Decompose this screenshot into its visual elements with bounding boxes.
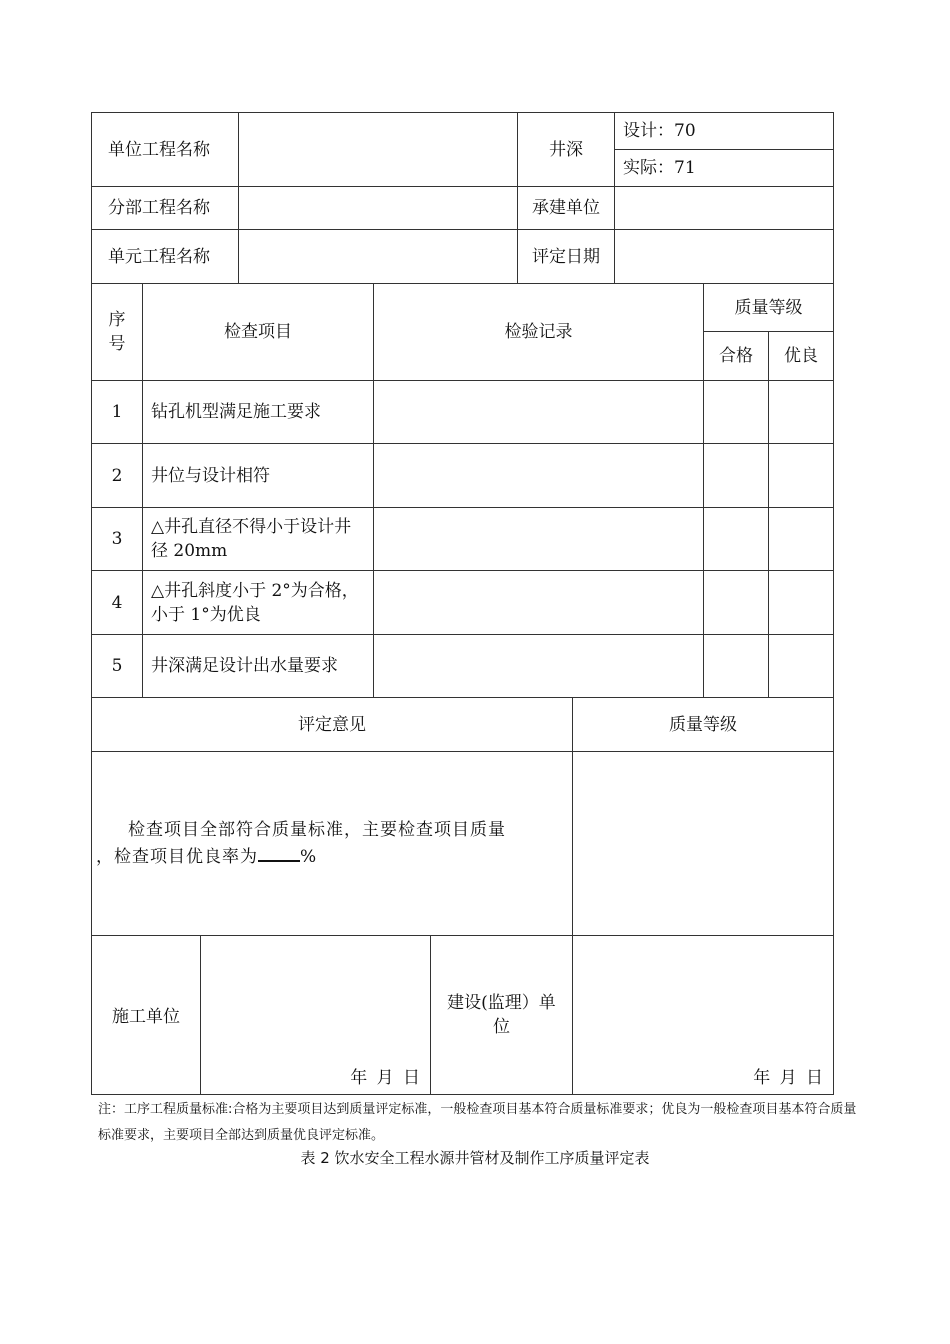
table-row <box>92 444 834 508</box>
row-seq: 2 <box>92 444 143 508</box>
row-record[interactable] <box>374 508 704 571</box>
evaluation-table <box>91 697 834 936</box>
row-seq: 1 <box>92 381 143 444</box>
opinion-text-line-1: 检查项目全部符合质量标准，主要检查项目质量 <box>128 820 506 840</box>
element-project-label: 单元工程名称 <box>92 230 239 284</box>
col-item-header: 检查项目 <box>143 284 374 381</box>
row-item: 井深满足设计出水量要求 <box>143 635 374 698</box>
table-row <box>92 381 834 444</box>
row-pass[interactable] <box>704 381 769 444</box>
table-row <box>92 508 834 571</box>
actual-depth: 实际：71 <box>615 150 834 187</box>
table-row <box>92 635 834 698</box>
design-depth: 设计：70 <box>615 113 834 150</box>
construction-unit-label: 施工单位 <box>92 936 201 1095</box>
table-row <box>92 571 834 635</box>
grade-label: 质量等级 <box>573 698 834 752</box>
excellent-rate-blank[interactable] <box>258 842 300 862</box>
construction-date[interactable]: 年 月 日 <box>201 936 431 1095</box>
well-depth-label: 井深 <box>518 113 615 187</box>
signature-table <box>91 935 834 1095</box>
element-project-value[interactable] <box>239 230 518 284</box>
row-pass[interactable] <box>704 635 769 698</box>
row-record[interactable] <box>374 381 704 444</box>
row-item: △井孔直径不得小于设计井径 20mm <box>143 508 374 571</box>
row-item: 钻孔机型满足施工要求 <box>143 381 374 444</box>
row-seq: 5 <box>92 635 143 698</box>
opinion-cell <box>92 752 573 936</box>
row-record[interactable] <box>374 635 704 698</box>
eval-date-value[interactable] <box>615 230 834 284</box>
unit-project-label: 单位工程名称 <box>92 113 239 187</box>
opinion-percent: % <box>300 847 318 867</box>
table-caption: 表 2 饮水安全工程水源井管材及制作工序质量评定表 <box>300 1149 650 1167</box>
unit-project-value[interactable] <box>239 113 518 187</box>
col-pass-header: 合格 <box>704 332 769 381</box>
row-pass[interactable] <box>704 571 769 635</box>
col-excellent-header: 优良 <box>769 332 834 381</box>
sub-project-value[interactable] <box>239 187 518 230</box>
col-grade-header: 质量等级 <box>704 284 834 332</box>
row-excellent[interactable] <box>769 571 834 635</box>
header-table <box>91 112 834 284</box>
supervision-unit-label: 建设(监理）单位 <box>431 936 573 1095</box>
row-pass[interactable] <box>704 444 769 508</box>
opinion-text-line-2 <box>96 842 564 869</box>
row-excellent[interactable] <box>769 381 834 444</box>
row-pass[interactable] <box>704 508 769 571</box>
items-table <box>91 283 834 698</box>
grade-value-cell[interactable] <box>573 752 834 936</box>
sub-project-label: 分部工程名称 <box>92 187 239 230</box>
col-record-header: 检验记录 <box>374 284 704 381</box>
eval-date-label: 评定日期 <box>518 230 615 284</box>
row-record[interactable] <box>374 571 704 635</box>
contractor-value[interactable] <box>615 187 834 230</box>
supervision-date[interactable]: 年 月 日 <box>573 936 834 1095</box>
row-record[interactable] <box>374 444 704 508</box>
opinion-text-2: ，检查项目优良率为 <box>96 847 258 867</box>
row-excellent[interactable] <box>769 444 834 508</box>
row-excellent[interactable] <box>769 508 834 571</box>
row-seq: 4 <box>92 571 143 635</box>
opinion-label: 评定意见 <box>92 698 573 752</box>
row-excellent[interactable] <box>769 635 834 698</box>
row-item: 井位与设计相符 <box>143 444 374 508</box>
row-seq: 3 <box>92 508 143 571</box>
row-item: △井孔斜度小于 2°为合格，小于 1°为优良 <box>143 571 374 635</box>
footnote: 注：工序工程质量标准:合格为主要项目达到质量评定标准，一般检查项目基本符合质量标准要求；优良为一般检查项目基本符合质量标准要求，主要项目全部达到质量优良评定标准。 <box>98 1102 857 1143</box>
contractor-label: 承建单位 <box>518 187 615 230</box>
col-seq-header: 序号 <box>92 284 143 381</box>
